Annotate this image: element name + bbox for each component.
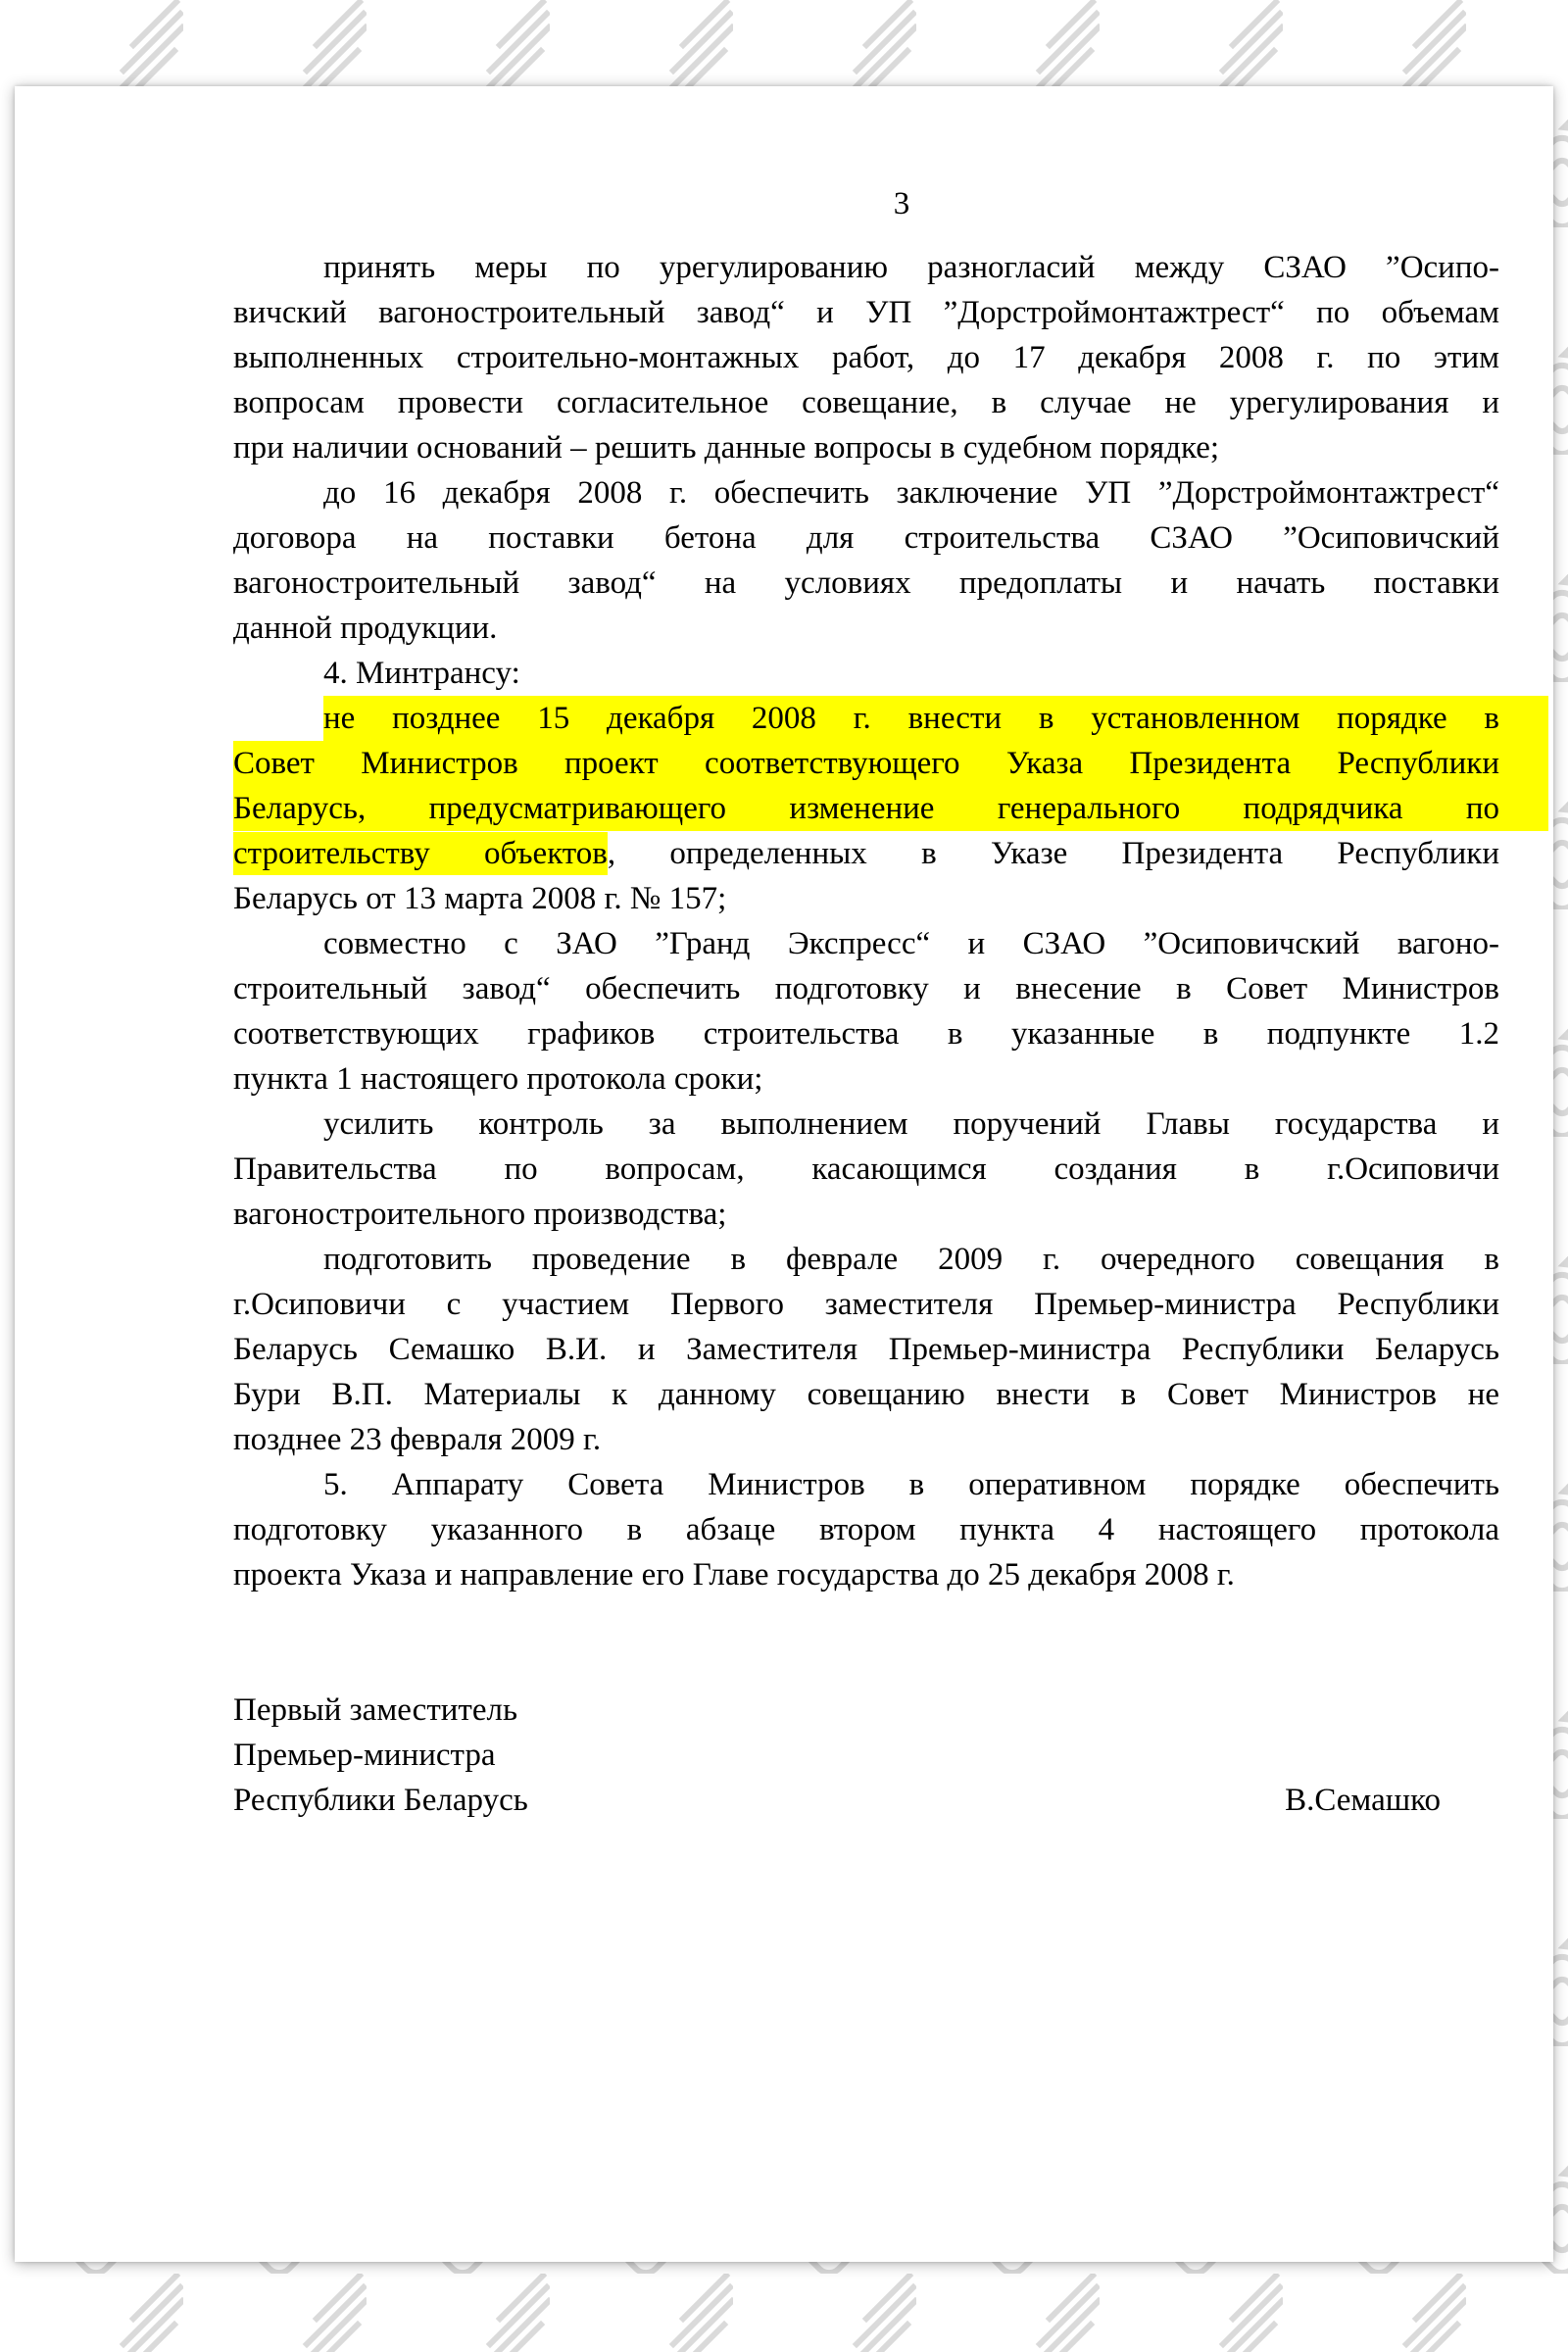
text-line: [233, 1507, 1499, 1552]
text-segment: Правительства по вопросам, касающимся создания в г.Осиповичи: [233, 1152, 1499, 1187]
text-segment: данной продукции.: [233, 611, 498, 646]
text-line: [233, 380, 1499, 425]
paragraph: [233, 1102, 1499, 1237]
paragraph: [233, 696, 1499, 921]
text-segment: подготовку указанного в абзаце втором пункта 4 настоящего протокола: [233, 1512, 1499, 1547]
paragraph: [233, 470, 1499, 651]
text-line: [233, 1011, 1499, 1056]
text-line: [233, 1327, 1499, 1372]
highlighted-line: [233, 786, 1548, 831]
text-line: [233, 425, 1499, 470]
text-segment: вопросам провести согласительное совещание, в случае не урегулирования и: [233, 385, 1499, 420]
text-segment: позднее 23 февраля 2009 г.: [233, 1422, 602, 1457]
text-segment: вагоностроительного производства;: [233, 1197, 727, 1232]
text-segment: Беларусь от 13 марта 2008 г. № 157;: [233, 881, 727, 916]
highlighted-line: [233, 741, 1548, 786]
text-line: [233, 245, 1499, 290]
text-line: [233, 651, 1499, 696]
document-content: [233, 181, 1499, 1823]
text-line: [233, 1192, 1499, 1237]
text-line: [233, 831, 1499, 876]
signatory-title: [233, 1688, 528, 1823]
text-line: [233, 515, 1499, 561]
document-body: [233, 245, 1499, 1597]
text-segment: до 16 декабря 2008 г. обеспечить заключение УП ”Дорстроймонтажтрест“: [323, 475, 1499, 511]
text-segment: соответствующих графиков строительства в указанные в подпункте 1.2: [233, 1016, 1499, 1052]
text-segment: 5. Аппарату Совета Министров в оперативном порядке обеспечить: [323, 1467, 1499, 1502]
text-line: [233, 1056, 1499, 1102]
text-segment: Бури В.П. Материалы к данному совещанию внести в Совет Министров не: [233, 1377, 1499, 1412]
text-segment: принять меры по урегулированию разногласий между СЗАО ”Осипо-: [323, 250, 1499, 285]
document-page: [15, 86, 1553, 2262]
paragraph: [233, 245, 1499, 470]
text-line: [233, 1372, 1499, 1417]
text-segment: 4. Минтрансу:: [323, 656, 520, 691]
text-segment: строительный завод“ обеспечить подготовку и внесение в Совет Министров: [233, 971, 1499, 1006]
text-segment: , определенных в Указе Президента Республики: [607, 836, 1499, 871]
text-line: [233, 470, 1499, 515]
paragraph: [233, 651, 1499, 696]
signature-position-line: Республики Беларусь: [233, 1783, 528, 1818]
highlighted-line: [323, 696, 1548, 741]
paragraph: [233, 1462, 1499, 1597]
text-line: [233, 921, 1499, 966]
text-line: [233, 1102, 1499, 1147]
text-line: [233, 1237, 1499, 1282]
text-line: [233, 1282, 1499, 1327]
text-segment: г.Осиповичи с участием Первого заместителя Премьер-министра Республики: [233, 1287, 1499, 1322]
text-line: [233, 1462, 1499, 1507]
text-segment: не позднее 15 декабря 2008 г. внести в установленном порядке в: [323, 701, 1499, 736]
signature-position-line: Первый заместитель: [233, 1692, 517, 1728]
text-segment: выполненных строительно-монтажных работ, до 17 декабря 2008 г. по этим: [233, 340, 1499, 375]
text-line: [233, 966, 1499, 1011]
text-segment: проекта Указа и направление его Главе государства до 25 декабря 2008 г.: [233, 1557, 1235, 1592]
text-line: [233, 335, 1499, 380]
text-segment: Совет Министров проект соответствующего Указа Президента Республики: [233, 746, 1499, 781]
text-segment: подготовить проведение в феврале 2009 г. очередного совещания в: [323, 1242, 1499, 1277]
text-line: [233, 876, 1499, 921]
text-segment: усилить контроль за выполнением поручений Главы государства и: [323, 1106, 1499, 1142]
text-line: [233, 606, 1499, 651]
text-line: [233, 561, 1499, 606]
text-segment: при наличии оснований – решить данные вопросы в судебном порядке;: [233, 430, 1220, 466]
text-segment: договора на поставки бетона для строительства СЗАО ”Осиповичский: [233, 520, 1499, 556]
text-line: [233, 290, 1499, 335]
text-segment: пункта 1 настоящего протокола сроки;: [233, 1061, 763, 1097]
highlighted-text: строительству объектов: [233, 832, 608, 875]
text-segment: вагоностроительный завод“ на условиях предоплаты и начать поставки: [233, 565, 1499, 601]
text-line: [233, 1147, 1499, 1192]
text-segment: вичский вагоностроительный завод“ и УП ”Дорстроймонтажтрест“ по объемам: [233, 295, 1499, 330]
text-segment: Беларусь, предусматривающего изменение генерального подрядчика по: [233, 791, 1499, 826]
page-number: 3: [893, 186, 910, 221]
text-segment: Беларусь Семашко В.И. и Заместителя Премьер-министра Республики Беларусь: [233, 1332, 1499, 1367]
signature-block: [233, 1688, 1499, 1823]
signature-position-line: Премьер-министра: [233, 1738, 496, 1773]
text-line: [233, 1417, 1499, 1462]
paragraph: [233, 921, 1499, 1102]
paragraph: [233, 1237, 1499, 1462]
text-line: [233, 1552, 1499, 1597]
text-segment: совместно с ЗАО ”Гранд Экспресс“ и СЗАО ”Осиповичский вагоно-: [323, 926, 1499, 961]
signature-name: В.Семашко: [1285, 1783, 1441, 1818]
